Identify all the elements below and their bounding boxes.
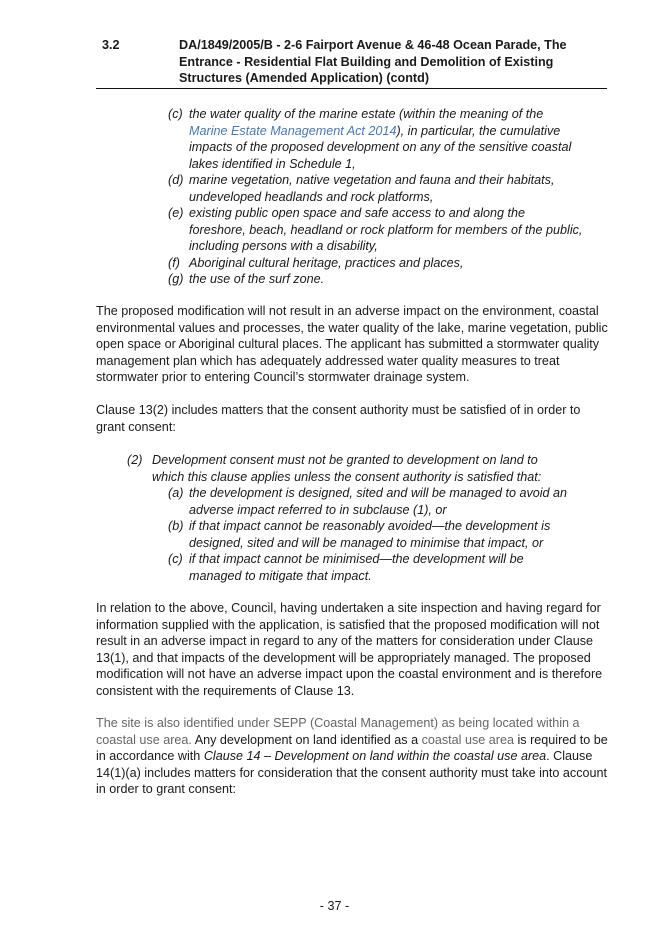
clause-13-1-list (168, 106, 584, 288)
list-text: marine vegetation, native vegetation and fauna and their habitats, undeveloped headlands and rock platforms, (189, 173, 555, 204)
list-text: Aboriginal cultural heritage, practices and places, (189, 255, 464, 270)
list-item (127, 452, 572, 485)
list-marker: (e) (168, 206, 184, 220)
list-item (168, 551, 574, 584)
item-number: 3.2 (102, 38, 120, 52)
list-text: the use of the surf zone. (189, 272, 325, 286)
list-text: Development consent must not be granted to development on land to which this clause applies unless the consent authority is satisfied that: (152, 453, 542, 484)
list-item (168, 518, 574, 551)
clause-13-2-list (127, 452, 572, 485)
body-text: . Clause 14(1)(a) includes matters for consideration that the consent authority must take into account in order to grant consent: (96, 749, 608, 796)
list-text: existing public open space and safe access to and along the foreshore, beach, headland or rock platform for members of the public, including persons with a disability, (189, 206, 583, 253)
list-text: the water quality of the marine estate (within the meaning of the (189, 107, 544, 121)
list-marker: (g) (168, 272, 184, 286)
paragraph-clause-13-2-intro: Clause 13(2) includes matters that the consent authority must be satisfied of in order to grant consent: (96, 403, 581, 434)
list-marker: (d) (168, 173, 184, 187)
clause-13-2-sublist (168, 485, 574, 584)
list-item (168, 106, 584, 172)
paragraph-coastal-use-area (96, 715, 608, 798)
list-item (168, 271, 584, 288)
item-title: DA/1849/2005/B - 2-6 Fairport Avenue & 46-48 Ocean Parade, The Entrance - Residential Flat Building and Demolition of Existing Structures (Amended Application) (contd) (179, 38, 567, 86)
clause-reference: Clause 14 – Development on land within the coastal use area (203, 749, 547, 763)
page-number: - 37 - (319, 899, 350, 913)
list-item (168, 255, 584, 272)
list-item (168, 485, 574, 518)
muted-text: The site is also identified under SEPP (Coastal Management) as being located within a coastal use area. (96, 716, 580, 747)
body-text: is required to be in accordance with (96, 732, 608, 763)
header-divider (96, 88, 607, 89)
act-link[interactable]: Marine Estate Management Act 2014 (189, 123, 397, 138)
list-marker: (c) (168, 552, 183, 566)
muted-text: coastal use area (421, 732, 514, 747)
list-text: ), in particular, the cumulative impacts of the proposed development on any of the sensitive coastal lakes identified in Schedule 1, (189, 123, 572, 171)
list-item (168, 172, 584, 205)
paragraph-impact: The proposed modification will not result in an adverse impact on the environment, coastal environmental values and processes, the water quality of the lake, marine vegetation, public open space or Aboriginal cultural places. The applicant has submitted a stormwater quality management plan which has adequately addressed water quality measures to treat stormwater prior to entering Council’s stormwater drainage system. (96, 304, 608, 384)
list-marker: (f) (168, 255, 180, 270)
list-text: if that impact cannot be minimised—the development will be managed to mitigate that impact. (189, 552, 524, 583)
paragraph-council-assessment: In relation to the above, Council, having undertaken a site inspection and having regard for information supplied with the application, is satisfied that the proposed modification will not result in an adverse impact in regard to any of the matters for consideration under Clause 13(1), and that impacts of the development will be appropriately managed. The proposed modification will not have an adverse impact upon the coastal environment and is therefore consistent with the requirements of Clause 13. (96, 601, 603, 698)
list-marker: (b) (168, 519, 184, 533)
list-text: if that impact cannot be reasonably avoided—the development is designed, sited and will be managed to minimise that impact, or (189, 519, 551, 550)
body-text: Any development on land identified as a (191, 732, 422, 747)
list-item (168, 205, 584, 255)
list-marker: (c) (168, 107, 183, 121)
list-text: the development is designed, sited and will be managed to avoid an adverse impact referred to in subclause (1), or (189, 486, 568, 517)
list-marker: (a) (168, 486, 184, 500)
list-marker: (2) (127, 453, 143, 467)
